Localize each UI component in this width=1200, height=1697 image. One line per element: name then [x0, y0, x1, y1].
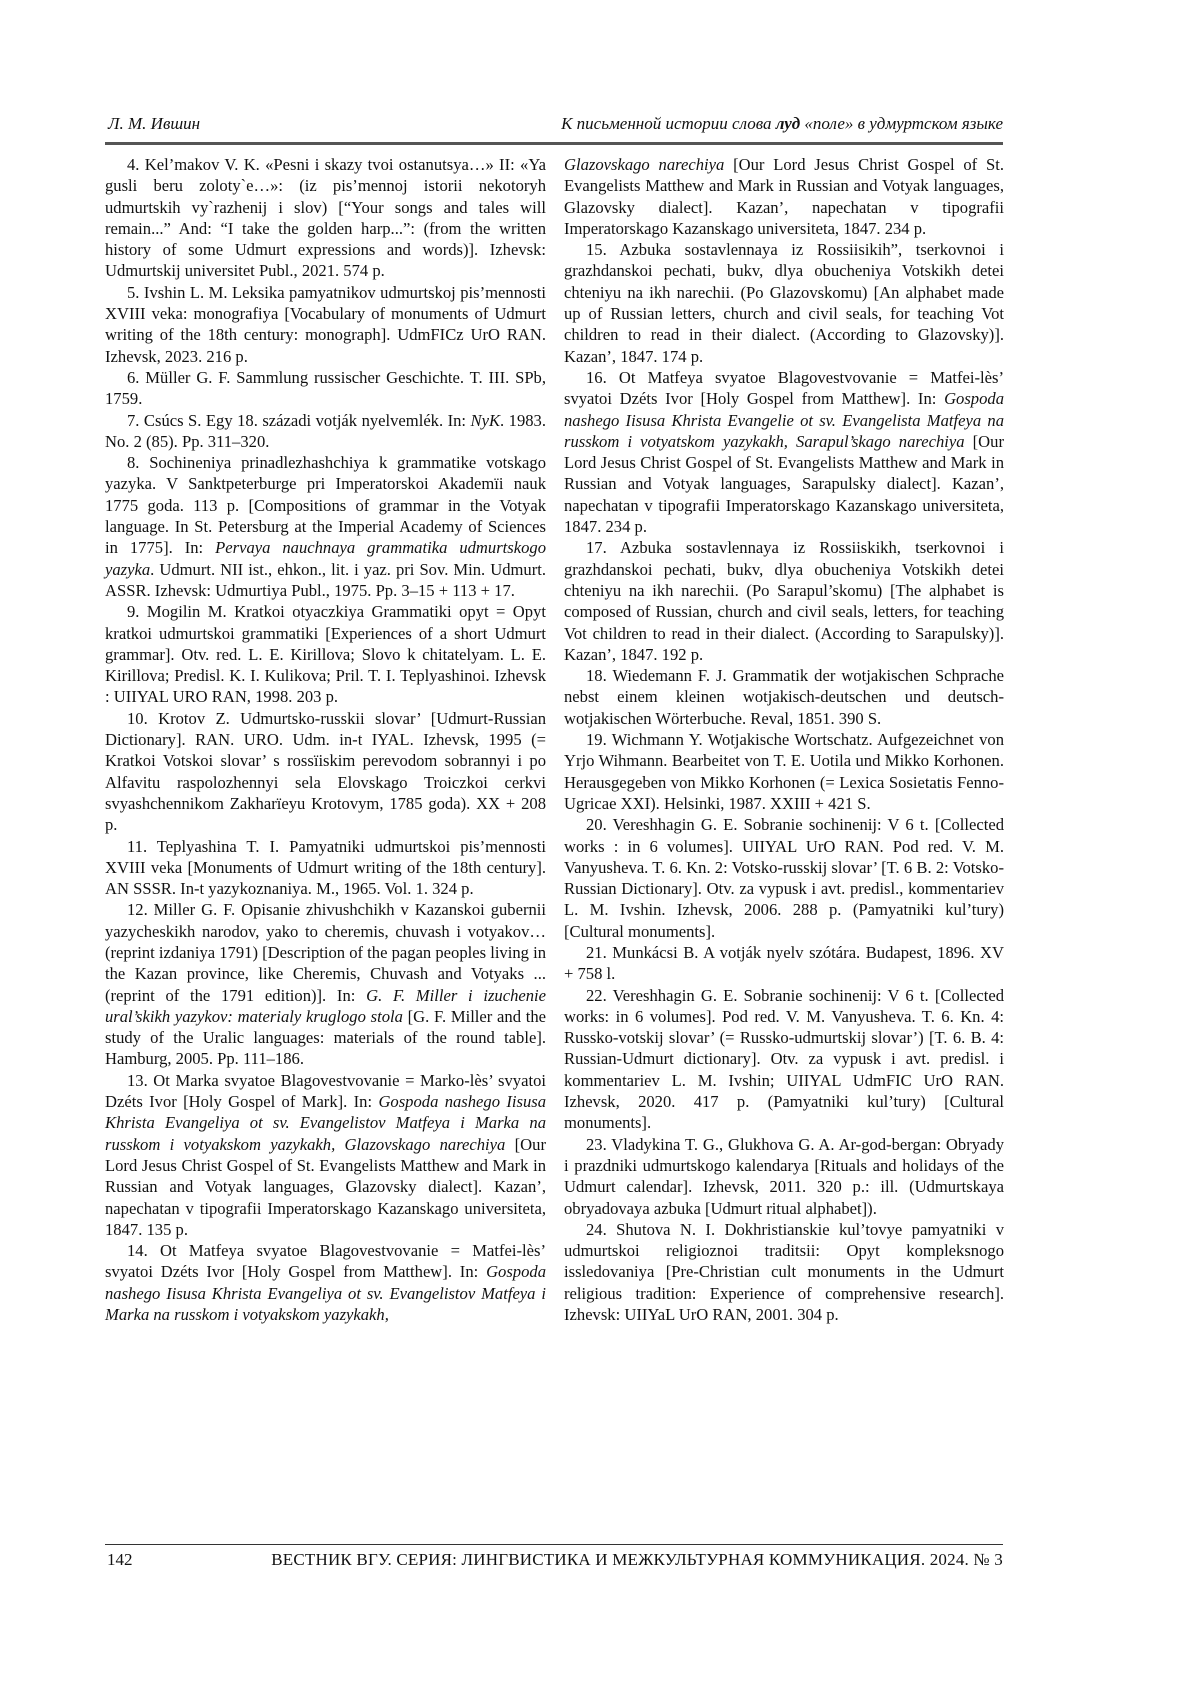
reference-italic-title: Gospoda nashego Iisusa Khrista Evangeliya ot sv. Evangelistov Matfeya i Marka na russkom i votyakskom yazykakh,	[105, 1262, 546, 1324]
reference-item	[564, 154, 1004, 239]
reference-item	[564, 942, 1004, 985]
reference-item	[105, 367, 546, 410]
reference-text: [G. F. Miller and the study of the Uralic languages: materials of the round table]. Hamburg, 2005. Pp. 111–186.	[105, 1007, 546, 1069]
reference-text: 23. Vladykina T. G., Glukhova G. A. Ar-god-bergan: Obryady i prazdniki udmurtskogo kalendarya [Rituals and holidays of the Udmurt calendar]. Izhevsk, 2011. 320 p.: ill. (Udmurtskaya obryadovaya azbuka [Udmurt ritual alphabet]).	[564, 1135, 1004, 1218]
reference-item	[105, 1070, 546, 1240]
reference-item	[564, 729, 1004, 814]
reference-item	[564, 1134, 1004, 1219]
reference-text: 19. Wichmann Y. Wotjakische Wortschatz. Aufgezeichnet von Yrjo Wihmann. Bearbeitet von T. E. Uotila und Mikko Korhonen. Herausgegeben von Mikko Korhonen (= Lexica Sosietatis Fenno-Ugricae XXI). Helsinki, 1987. XXIII + 421 S.	[564, 730, 1004, 813]
reference-item	[105, 1240, 546, 1325]
reference-text: 11. Teplyashina T. I. Pamyatniki udmurtskoi pis’mennosti XVIII veka [Monuments of Udmurt writing of the 18th century]. AN SSSR. In-t yazykoznaniya. M., 1965. Vol. 1. 324 p.	[105, 837, 546, 899]
reference-text: 18. Wiedemann F. J. Grammatik der wotjakischen Schprache nebst einem kleinen wotjakisch-deutschen und deutsch-wotjakischen Wörterbuche. Reval, 1851. 390 S.	[564, 666, 1004, 728]
footer-rule	[105, 1544, 1003, 1545]
reference-item	[105, 410, 546, 453]
reference-text: . 1983. No. 2 (85). Pp. 311–320.	[105, 411, 546, 451]
header-author: Л. М. Ившин	[108, 114, 200, 134]
reference-text: [Our Lord Jesus Christ Gospel of St. Evangelists Matthew and Mark in Russian and Votyak languages, Glazovsky dialect]. Kazan’, napechatan v tipografii Imperatorskago Kazanskago universiteta, 1847. 135 p.	[105, 1135, 546, 1239]
reference-item	[564, 239, 1004, 367]
reference-item	[105, 154, 546, 282]
reference-item	[105, 708, 546, 836]
reference-text: 6. Müller G. F. Sammlung russischer Geschichte. T. III. SPb, 1759.	[105, 368, 546, 408]
reference-text: 17. Azbuka sostavlennaya iz Rossiiskikh, tserkovnoi i grazhdanskoi pechati, bukv, dlya obucheniya Votskikh detei chteniyu na ikh narechii. (Po Sarapul’skomu) [The alphabet is composed of Russian, church and civil seals, letters, for teaching Vot children to read in their dialect. (According to Sarapulsky)]. Kazan’, 1847. 192 p.	[564, 538, 1004, 663]
reference-italic-title: Pervaya nauchnaya grammatika udmurtskogo yazyka	[105, 538, 546, 578]
reference-text: 21. Munkácsi B. A votják nyelv szótára. Budapest, 1896. XV + 758 l.	[564, 943, 1004, 983]
header-title	[561, 114, 1003, 134]
reference-item	[105, 836, 546, 900]
header-rule	[105, 142, 1003, 145]
reference-item	[564, 367, 1004, 537]
reference-text: 20. Vereshhagin G. E. Sobranie sochinenij: V 6 t. [Collected works : in 6 volumes]. UIIYAL UrO RAN. Pod red. V. M. Vanyusheva. T. 6. Kn. 2: Votsko-russkij slovar’ [T. 6 B. 2: Votsko-Russian Dictionary]. Otv. za vypusk i avt. predisl., kommentariev L. M. Ivshin. Izhevsk, 2006. 288 p. (Pamyatniki kul’tury) [Cultural monuments].	[564, 815, 1004, 940]
reference-italic-title: Glazovskago narechiya	[564, 155, 724, 174]
reference-item	[105, 601, 546, 707]
reference-text: 12. Miller G. F. Opisanie zhivushchikh v Kazanskoi gubernii yazycheskikh narodov, yako to cheremis, chuvash i votyakov… (reprint izdaniya 1791) [Description of the pagan peoples living in the Kazan province, like Cheremis, Chuvash and Votyaks ... (reprint of the 1791 edition)]. In:	[105, 900, 546, 1004]
reference-text: . Udmurt. NII ist., ehkon., lit. i yaz. pri Sov. Min. Udmurt. ASSR. Izhevsk: Udmurtiya Publ., 1975. Pp. 3–15 + 113 + 17.	[105, 560, 546, 600]
reference-italic-title: G. F. Miller i izuchenie ural’skikh yazykov: materialy kruglogo stola	[105, 986, 546, 1026]
header-title-bold-word: луд	[776, 114, 800, 133]
reference-item	[564, 814, 1004, 942]
reference-item	[105, 899, 546, 1069]
references-right-column	[564, 154, 1004, 1325]
reference-text: 10. Krotov Z. Udmurtsko-russkii slovar’ [Udmurt-Russian Dictionary]. RAN. URO. Udm. in-t IYAL. Izhevsk, 1995 (= Kratkoi Votskoi slovar’ s rossïiskim perevodom sobrannyi i po Alfavitu raspolozhennyi sela Elovskago Troiczkoi cerkvi svyashchennikom Zakharïeyu Krotovym, 1785 goda). XX + 208 p.	[105, 709, 546, 834]
reference-item	[105, 282, 546, 367]
reference-text: [Our Lord Jesus Christ Gospel of St. Evangelists Matthew and Mark in Russian and Votyak languages, Glazovsky dialect]. Kazan’, napechatan v tipografii Imperatorskago Kazanskago universiteta, 1847. 234 p.	[564, 155, 1004, 238]
reference-item	[564, 665, 1004, 729]
reference-text: 4. Kel’makov V. K. «Pesni i skazy tvoi ostanutsya…» II: «Ya gusli beru zoloty`e…»: (iz pis’mennoj istorii nekotoryh udmurtskih vy`razhenij i slov) [“Your songs and tales will remain...” And: “I take the golden harp...”: (from the written history of some Udmurt expressions and words)]. Izhevsk: Udmurtskij universitet Publ., 2021. 574 p.	[105, 155, 546, 280]
reference-text: 15. Azbuka sostavlennaya iz Rossiisikih”, tserkovnoi i grazhdanskoi pechati, bukv, dlya obucheniya Votskikh detei chteniyu na ikh narechii. (Po Glazovskomu) [An alphabet made up of Russian letters, church and civil seals, for teaching Vot children to read in their dialect. (According to Glazovsky)]. Kazan’, 1847. 174 p.	[564, 240, 1004, 365]
reference-text: 14. Ot Matfeya svyatoe Blagovestvovanie = Matfei-lès’ svyatoi Dzéts Ivor [Holy Gospel from Matthew]. In:	[105, 1241, 546, 1281]
reference-text: 24. Shutova N. I. Dokhristianskie kul’tovye pamyatniki v udmurtskoi religioznoi traditsii: Opyt kompleksnogo issledovaniya [Pre-Christian cult monuments in the Udmurt religious tradition: Experience of comprehensive research]. Izhevsk: UIIYaL UrO RAN, 2001. 304 p.	[564, 1220, 1004, 1324]
reference-text: [Our Lord Jesus Christ Gospel of St. Evangelists Matthew and Mark in Russian and Votyak languages, Sarapulsky dialect]. Kazan’, napechatan v tipografii Imperatorskago Kazanskago universiteta, 1847. 234 p.	[564, 432, 1004, 536]
header-title-part: К письменной истории слова	[561, 114, 776, 133]
reference-italic-title: Gospoda nashego Iisusa Khrista Evangeliya ot sv. Evangelistov Matfeya i Marka na russkom i votyakskom yazykakh, Glazovskago narechiya	[105, 1092, 546, 1154]
reference-text: 8. Sochineniya prinadlezhashchiya k grammatike votskago yazyka. V Sanktpeterburge pri Imperatorskoi Akademïi nauk 1775 goda. 113 p. [Compositions of grammar in the Votyak language. In St. Petersburg at the Imperial Academy of Sciences in 1775]. In:	[105, 453, 546, 557]
journal-title: ВЕСТНИК ВГУ. СЕРИЯ: ЛИНГВИСТИКА И МЕЖКУЛЬТУРНАЯ КОММУНИКАЦИЯ. 2024. № 3	[271, 1550, 1003, 1570]
reference-text: 5. Ivshin L. M. Leksika pamyatnikov udmurtskoj pis’mennosti XVIII veka: monografiya [Vocabulary of monuments of Udmurt writing of the 18th century: monograph]. UdmFICz UrO RAN. Izhevsk, 2023. 216 p.	[105, 283, 546, 366]
reference-item	[564, 537, 1004, 665]
reference-text: 13. Ot Marka svyatoe Blagovestvovanie = Marko-lès’ svyatoi Dzéts Ivor [Holy Gospel of Mark]. In:	[105, 1071, 546, 1111]
reference-text: 22. Vereshhagin G. E. Sobranie sochinenij: V 6 t. [Collected works: in 6 volumes]. Pod red. V. M. Vanyusheva. T. 6. Kn. 4: Russko-votskij slovar’ (= Russko-udmurtskij slovar’) [T. 6. B. 4: Russian-Udmurt dictionary]. Otv. za vypusk i avt. predisl. i kommentariev L. M. Ivshin; UIIYAL UdmFIC UrO RAN. Izhevsk, 2020. 417 p. (Pamyatniki kul’tury) [Cultural monuments].	[564, 986, 1004, 1133]
reference-text: 7. Csúcs S. Egy 18. századi votják nyelvemlék. In:	[127, 411, 471, 430]
reference-item	[105, 452, 546, 601]
references-left-column	[105, 154, 546, 1325]
running-header	[105, 114, 1003, 138]
header-title-part: «поле» в удмуртском языке	[800, 114, 1003, 133]
page-number: 142	[107, 1550, 133, 1570]
reference-text: 9. Mogilin M. Kratkoi otyaczkiya Grammatiki opyt = Opyt kratkoi udmurtskoi grammatiki [Experiences of a short Udmurt grammar]. Otv. red. L. E. Kirillova; Slovo k chitatelyam. L. E. Kirillova; Predisl. K. I. Kulikova; Pril. T. I. Teplyashinoi. Izhevsk : UIIYAL URO RAN, 1998. 203 p.	[105, 602, 546, 706]
reference-item	[564, 1219, 1004, 1325]
reference-item	[564, 985, 1004, 1134]
reference-text: 16. Ot Matfeya svyatoe Blagovestvovanie = Matfei-lès’ svyatoi Dzéts Ivor [Holy Gospel from Matthew]. In:	[564, 368, 1004, 408]
reference-italic-title: Gospoda nashego Iisusa Khrista Evangelie ot sv. Evangelista Matfeya na russkom i votyatskom yazykakh, Sarapul’skago narechiya	[564, 389, 1004, 451]
reference-italic-title: NyK	[471, 411, 501, 430]
